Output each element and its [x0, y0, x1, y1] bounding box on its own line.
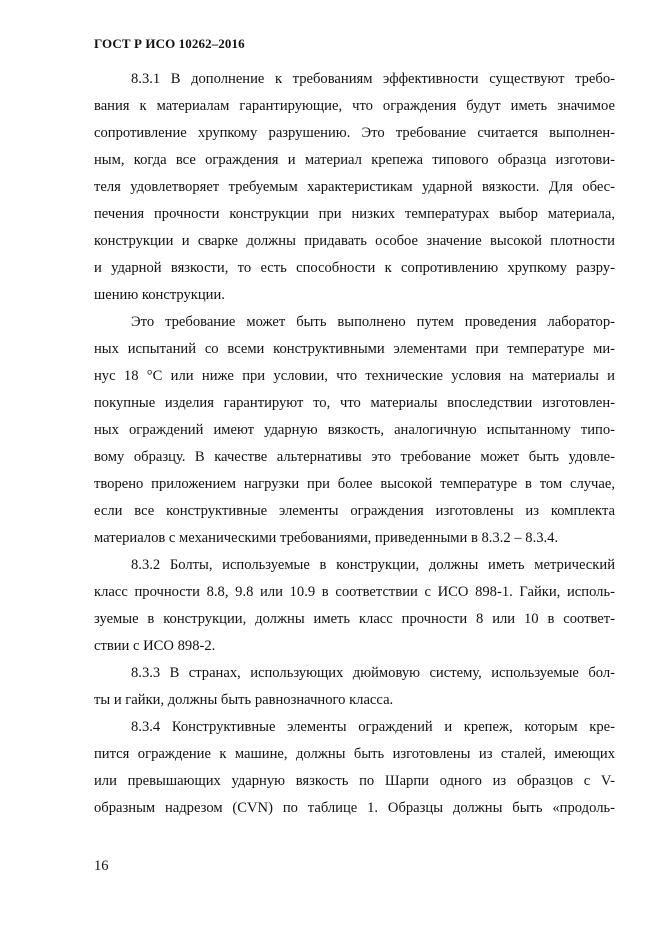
text-line: вания к материалам гарантирующие, что ограждения будут иметь значимое	[94, 98, 615, 114]
text-line: и ударной вязкости, то есть способности к сопротивлению хрупкому разру-	[94, 260, 615, 276]
text-line: ных испытаний со всеми конструктивными элементами при температуре ми-	[94, 341, 615, 357]
text-line: 8.3.1 В дополнение к требованиям эффективности существуют требо-	[131, 71, 615, 87]
text-line: или превышающих ударную вязкость по Шарпи одного из образцов с V-	[94, 773, 615, 789]
text-line: 8.3.4 Конструктивные элементы ограждений и крепеж, которым кре-	[131, 719, 615, 735]
text-line: покупные изделия гарантируют то, что материалы впоследствии изготовлен-	[94, 395, 615, 411]
text-line: образным надрезом (CVN) по таблице 1. Образцы должны быть «продоль-	[94, 800, 615, 816]
text-line: 8.3.2 Болты, используемые в конструкции, должны иметь метрический	[131, 557, 615, 573]
text-line: ствии с ИСО 898-2.	[94, 638, 216, 654]
text-line: творено приложением нагрузки при более высокой температуре в том случае,	[94, 476, 615, 492]
text-line: материалов с механическими требованиями, приведенными в 8.3.2 – 8.3.4.	[94, 530, 559, 546]
text-line: вому образцу. В качестве альтернативы это требование может быть удовле-	[94, 449, 615, 465]
text-line: печения прочности конструкции при низких температурах выбор материала,	[94, 206, 615, 222]
text-line: ным, когда все ограждения и материал крепежа типового образца изготови-	[94, 152, 615, 168]
text-line: пится ограждение к машине, должны быть изготовлены из сталей, имеющих	[94, 746, 615, 762]
text-line: теля удовлетворяет требуемым характеристикам ударной вязкости. Для обес-	[94, 179, 615, 195]
text-line: нус 18 °С или ниже при условии, что технические условия на материалы и	[94, 368, 615, 384]
text-line: сопротивление хрупкому разрушению. Это требование считается выполнен-	[94, 125, 615, 141]
document-header: ГОСТ Р ИСО 10262–2016	[94, 36, 245, 51]
text-line: конструкции и сварке должны придавать особое значение высокой плотности	[94, 233, 615, 249]
text-line: если все конструктивные элементы ограждения изготовлены из комплекта	[94, 503, 615, 519]
page-number: 16	[94, 858, 109, 874]
text-line: зуемые в конструкции, должны иметь класс прочности 8 или 10 в соответ-	[94, 611, 615, 627]
text-line: Это требование может быть выполнено путем проведения лаборатор-	[131, 314, 615, 330]
text-line: ных ограждений имеют ударную вязкость, аналогичную испытанному типо-	[94, 422, 615, 438]
text-line: шению конструкции.	[94, 287, 225, 303]
text-line: ты и гайки, должны быть равнозначного класса.	[94, 692, 394, 708]
text-line: 8.3.3 В странах, использующих дюймовую систему, используемые бол-	[131, 665, 615, 681]
text-line: класс прочности 8.8, 9.8 или 10.9 в соответствии с ИСО 898-1. Гайки, исполь-	[94, 584, 615, 600]
